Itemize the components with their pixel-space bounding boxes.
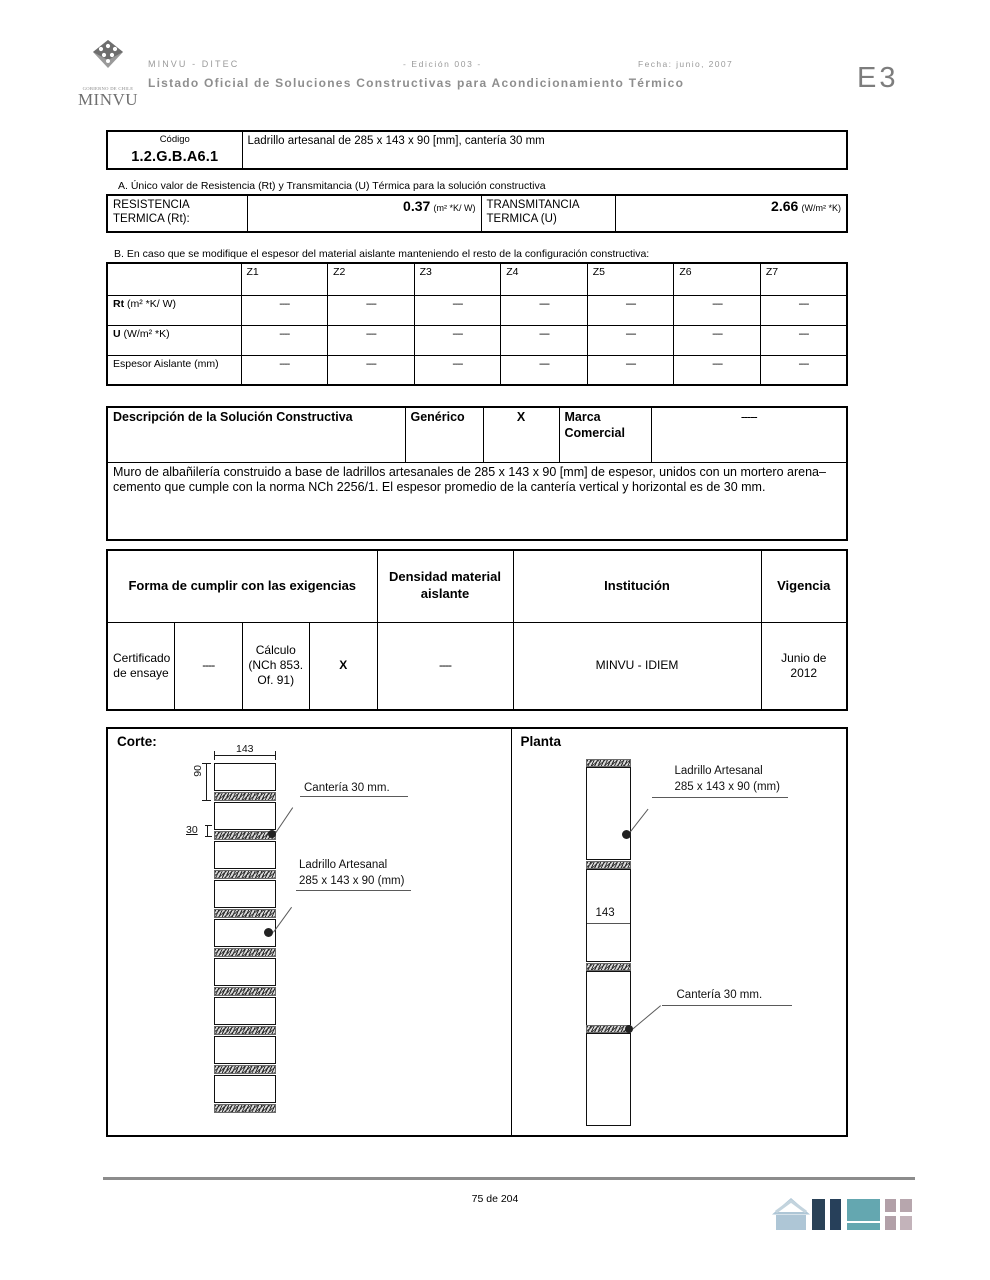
table-row: [107, 295, 847, 325]
generic-mark: X: [483, 407, 559, 462]
zone-header-z2: Z2: [328, 263, 415, 295]
logo-tagline: GOBIERNO DE CHILE: [82, 86, 134, 91]
header-title: Listado Oficial de Soluciones Constructivas para Acondicionamiento Térmico: [148, 76, 685, 90]
zones-corner-cell: [107, 263, 241, 295]
planta-dim-width: 143: [595, 907, 615, 919]
planta-title: Planta: [520, 734, 562, 749]
rt-label: RESISTENCIA TERMICA (Rt):: [107, 195, 247, 232]
corte-mortar-3: [214, 870, 276, 879]
rt-value: 0.37: [403, 198, 431, 214]
page-header: [0, 0, 990, 118]
code-caption: Código: [159, 134, 190, 145]
corte-leader-canteria-d: [275, 807, 293, 833]
row-label-u: [107, 325, 241, 355]
planta-mortar-3: [586, 1025, 631, 1033]
corte-mortar-1: [214, 792, 276, 801]
corte-dim-joint-tick-top: [205, 825, 212, 826]
institution-value: MINVU - IDIEM: [513, 622, 761, 710]
footer-logo: [772, 1197, 912, 1239]
page-number: 75 de 204: [471, 1193, 519, 1205]
cell-u-z3: ----: [414, 325, 501, 355]
corte-dim-height: 90: [192, 765, 204, 777]
corte-brick-1: [214, 763, 276, 791]
description-table: [106, 406, 848, 541]
rt-value-cell: [247, 195, 481, 232]
header-date: Fecha: junio, 2007: [638, 59, 734, 69]
cell-u-z6: ----: [674, 325, 761, 355]
drawings-table: [106, 727, 848, 1137]
planta-leader-canteria-d: [632, 1005, 661, 1030]
validity-value: Junio de 2012: [761, 622, 847, 710]
corte-mortar-8: [214, 1065, 276, 1074]
section-a-note: A. Único valor de Resistencia (Rt) y Transmitancia (U) Térmica para la solución constructiva: [118, 180, 546, 192]
brand-value: -----: [651, 407, 847, 462]
header-dept: MINVU - DITEC: [148, 59, 240, 69]
planta-label-brick-2: 285 x 143 x 90 (mm): [674, 781, 780, 793]
corte-panel: [107, 728, 511, 1136]
row-label-rest: Espesor Aislante (mm): [113, 357, 219, 370]
calculation-mark: X: [310, 622, 378, 710]
u-label: TRANSMITANCIA TERMICA (U): [481, 195, 615, 232]
planta-brick-4: [586, 1033, 631, 1126]
certificate-label: Certificado de ensaye: [107, 622, 175, 710]
planta-mortar-1: [586, 861, 631, 869]
density-value: ----: [377, 622, 513, 710]
minvu-logo: [70, 38, 146, 109]
corte-dim-joint-tick-bot: [205, 836, 212, 837]
planta-mortar-2: [586, 963, 631, 971]
table-row: [107, 325, 847, 355]
table-row: [107, 195, 847, 232]
zones-table: [106, 262, 848, 386]
corte-mortar-5: [214, 948, 276, 957]
code-table: [106, 130, 848, 170]
corte-brick-8: [214, 1036, 276, 1064]
table-header-row: [107, 550, 847, 622]
row-label-bold: U: [113, 327, 121, 340]
u-value: 2.66: [771, 198, 799, 214]
cell-rt-z2: ----: [328, 295, 415, 325]
corte-mortar-6: [214, 987, 276, 996]
cell-u-z7: ----: [760, 325, 847, 355]
corte-marker-canteria: [268, 830, 276, 838]
planta-label-canteria: Cantería 30 mm.: [676, 989, 763, 1001]
cell-esp-z4: ----: [501, 355, 588, 385]
description-title: Descripción de la Solución Constructiva: [107, 407, 405, 462]
cell-rt-z4: ----: [501, 295, 588, 325]
planta-leader-canteria-h: [662, 1005, 792, 1006]
corte-mortar-7: [214, 1026, 276, 1035]
cell-esp-z5: ----: [587, 355, 674, 385]
corte-dim-height-line: [206, 763, 207, 801]
cell-u-z2: ----: [328, 325, 415, 355]
table-row: [107, 462, 847, 540]
table-header-row: [107, 263, 847, 295]
brand-label: Marca Comercial: [559, 407, 651, 462]
program-logo-icon: [772, 1197, 912, 1239]
planta-label-brick-1: Ladrillo Artesanal: [674, 765, 763, 777]
corte-leader-canteria-h: [300, 796, 408, 797]
row-label-espesor: [107, 355, 241, 385]
zone-header-z5: Z5: [587, 263, 674, 295]
footer-divider: [103, 1177, 915, 1180]
row-label-bold: Rt: [113, 297, 125, 310]
corte-dim-height-tick-bot: [202, 800, 211, 801]
cell-rt-z7: ----: [760, 295, 847, 325]
header-badge: E3: [857, 62, 899, 94]
code-cell: [107, 131, 242, 169]
zone-header-z3: Z3: [414, 263, 501, 295]
cell-rt-z5: ----: [587, 295, 674, 325]
planta-panel: [511, 728, 847, 1136]
table-row: [107, 407, 847, 462]
planta-dim-line: [587, 923, 630, 924]
u-unit: (W/m² *K): [801, 203, 841, 213]
planta-brick-1: [586, 767, 631, 860]
calculation-label: Cálculo (NCh 853. Of. 91): [242, 622, 310, 710]
cell-u-z1: ----: [241, 325, 328, 355]
cell-rt-z3: ----: [414, 295, 501, 325]
cell-rt-z1: ----: [241, 295, 328, 325]
corte-dim-tick-right: [275, 751, 276, 760]
generic-label: Genérico: [405, 407, 483, 462]
code-description: Ladrillo artesanal de 285 x 143 x 90 [mm], cantería 30 mm: [242, 131, 847, 169]
zone-header-z7: Z7: [760, 263, 847, 295]
header-meta-row: [148, 59, 848, 73]
compliance-header-density: Densidad material aislante: [377, 550, 513, 622]
corte-brick-2: [214, 802, 276, 830]
corte-dim-joint: 30: [186, 824, 198, 836]
corte-brick-4: [214, 880, 276, 908]
table-row: [107, 622, 847, 710]
corte-dim-width-line: [214, 755, 276, 756]
table-row: [107, 355, 847, 385]
compliance-header-form: Forma de cumplir con las exigencias: [107, 550, 377, 622]
thermal-values-table: [106, 194, 848, 233]
compliance-header-institution: Institución: [513, 550, 761, 622]
section-b-note: B. En caso que se modifique el espesor del material aislante manteniendo el resto de la configuración constructiva:: [114, 248, 650, 260]
planta-leader-brick-d: [628, 809, 648, 835]
code-value: 1.2.G.B.A6.1: [131, 148, 219, 165]
corte-dim-height-tick-top: [202, 763, 211, 764]
cell-rt-z6: ----: [674, 295, 761, 325]
corte-brick-3: [214, 841, 276, 869]
corte-brick-9: [214, 1075, 276, 1103]
corte-brick-6: [214, 958, 276, 986]
table-row: [107, 728, 847, 1136]
compliance-header-validity: Vigencia: [761, 550, 847, 622]
cell-u-z4: ----: [501, 325, 588, 355]
zone-header-z6: Z6: [674, 263, 761, 295]
u-value-cell: [615, 195, 847, 232]
cell-esp-z7: ----: [760, 355, 847, 385]
corte-mortar-9: [214, 1104, 276, 1113]
corte-dim-width: 143: [236, 743, 254, 755]
planta-marker-brick: [622, 830, 631, 839]
cell-u-z5: ----: [587, 325, 674, 355]
corte-brick-7: [214, 997, 276, 1025]
corte-mortar-2: [214, 831, 276, 840]
logo-wordmark: MINVU: [77, 90, 139, 109]
planta-mortar-0: [586, 759, 631, 767]
government-diamond-icon: [85, 38, 131, 80]
description-body: Muro de albañilería construido a base de ladrillos artesanales de 285 x 143 x 90 [mm] de espesor, unidos con un mortero arena–cemento que cumple con la norma NCh 2256/1. El espesor promedio de la cantería vertical y horizontal es de 30 mm.: [107, 462, 847, 540]
corte-marker-brick: [264, 928, 273, 937]
corte-dim-tick-left: [214, 751, 215, 760]
zone-header-z1: Z1: [241, 263, 328, 295]
cell-esp-z3: ----: [414, 355, 501, 385]
corte-mortar-4: [214, 909, 276, 918]
row-label-rt: [107, 295, 241, 325]
zone-header-z4: Z4: [501, 263, 588, 295]
cell-esp-z1: ----: [241, 355, 328, 385]
table-row: [107, 131, 847, 169]
header-edition: - Edición 003 -: [403, 59, 482, 69]
cell-esp-z6: ----: [674, 355, 761, 385]
planta-marker-canteria: [625, 1025, 633, 1033]
corte-leader-brick-h: [296, 890, 411, 891]
corte-label-brick-1: Ladrillo Artesanal: [299, 859, 388, 871]
row-label-rest: (m² *K/ W): [124, 297, 176, 310]
cell-esp-z2: ----: [328, 355, 415, 385]
row-label-rest: (W/m² *K): [120, 327, 170, 340]
compliance-table: [106, 549, 848, 711]
rt-unit: (m² *K/ W): [433, 203, 476, 213]
corte-label-brick-2: 285 x 143 x 90 (mm): [299, 875, 405, 887]
planta-leader-brick-h: [652, 797, 788, 798]
corte-label-canteria: Cantería 30 mm.: [304, 782, 390, 794]
certificate-mark: ----: [175, 622, 243, 710]
corte-title: Corte:: [117, 734, 157, 749]
